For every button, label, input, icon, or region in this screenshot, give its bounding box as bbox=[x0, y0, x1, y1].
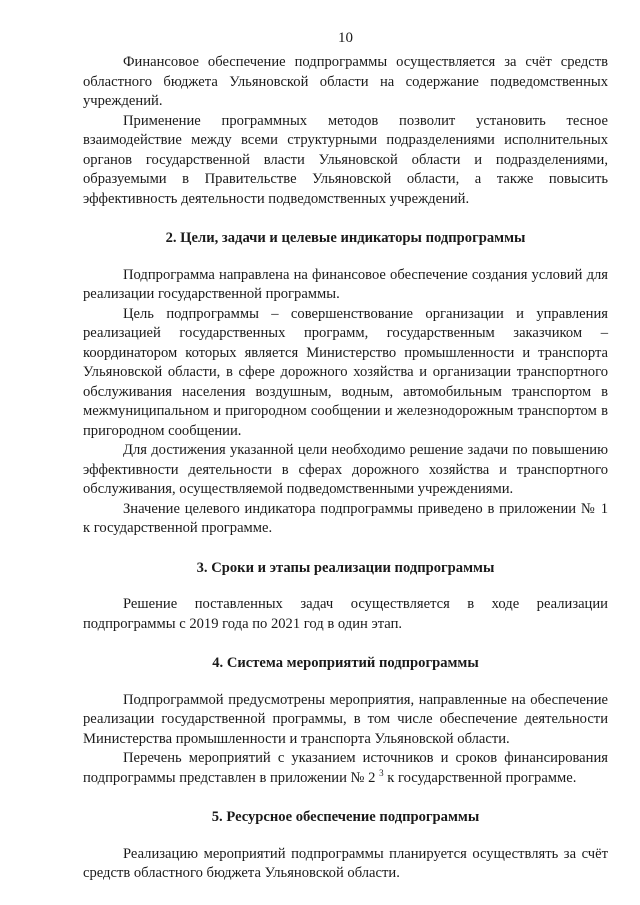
section-5-heading: 5. Ресурсное обеспечение подпрограммы bbox=[211, 809, 480, 825]
intro-paragraph-2: Применение программных методов позволит установить тесное взаимодействие между всеми структурными подразделениями исполнительных органов государственной власти Ульяновской области и подразделениями, образуемыми в Правительстве Ульяновской области, а также повысить эффективность деятельности подведомственных учреждений. bbox=[83, 112, 608, 207]
appendix-superscript: 3 bbox=[379, 767, 384, 778]
document-page bbox=[83, 30, 608, 884]
intro-paragraph-1: Финансовое обеспечение подпрограммы осуществляется за счёт средств областного бюджета Ульяновской области на содержание подведомственных учреждений. bbox=[83, 54, 608, 109]
section-2-paragraph-2: Цель подпрограммы – совершенствование организации и управления реализацией государственных программ, государственным заказчиком – координатором которых является Министерство промышленности и транспорта Ульяновской области, в сфере дорожного хозяйства и организации транспортного обслуживания населения воздушным, водным, автомобильным транспортом в межмуниципальном и пригородном сообщении и железнодорожным транспортом в пригородном сообщении. bbox=[83, 305, 608, 439]
page-number: 10 bbox=[338, 30, 353, 46]
section-5-paragraph-1: Реализацию мероприятий подпрограммы планируется осуществлять за счёт средств областного бюджета Ульяновской области. bbox=[83, 845, 608, 881]
section-4-paragraph-2 bbox=[83, 749, 608, 788]
section-4-paragraph-1: Подпрограммой предусмотрены мероприятия, направленные на обеспечение реализации государственной программы, в том числе обеспечение деятельности Министерства промышленности и транспорта Ульяновской области. bbox=[83, 691, 608, 747]
section-2-paragraph-1: Подпрограмма направлена на финансовое обеспечение создания условий для реализации государственной программы. bbox=[83, 266, 608, 302]
section-2-paragraph-3: Для достижения указанной цели необходимо решение задачи по повышению эффективности деятельности в сферах дорожного хозяйства и транспортного обслуживания, осуществляемой подведомственными учреждениями. bbox=[83, 442, 608, 497]
section-3-paragraph-1: Решение поставленных задач осуществляется в ходе реализации подпрограммы с 2019 года по 2021 год в один этап. bbox=[83, 596, 608, 632]
section-3-heading: 3. Сроки и этапы реализации подпрограммы bbox=[196, 559, 495, 576]
section-4-heading: 4. Система мероприятий подпрограммы bbox=[212, 655, 479, 671]
section-2-paragraph-4: Значение целевого индикатора подпрограммы приведено в приложении № 1 к государственной программе. bbox=[83, 500, 608, 536]
section-4-paragraph-2-text: Перечень мероприятий с указанием источников и сроков финансирования подпрограммы представлен в приложении № 2 bbox=[83, 750, 608, 786]
section-2-heading: 2. Цели, задачи и целевые индикаторы подпрограммы bbox=[165, 230, 526, 246]
section-4-paragraph-2-tail: к государственной программе. bbox=[383, 769, 577, 786]
